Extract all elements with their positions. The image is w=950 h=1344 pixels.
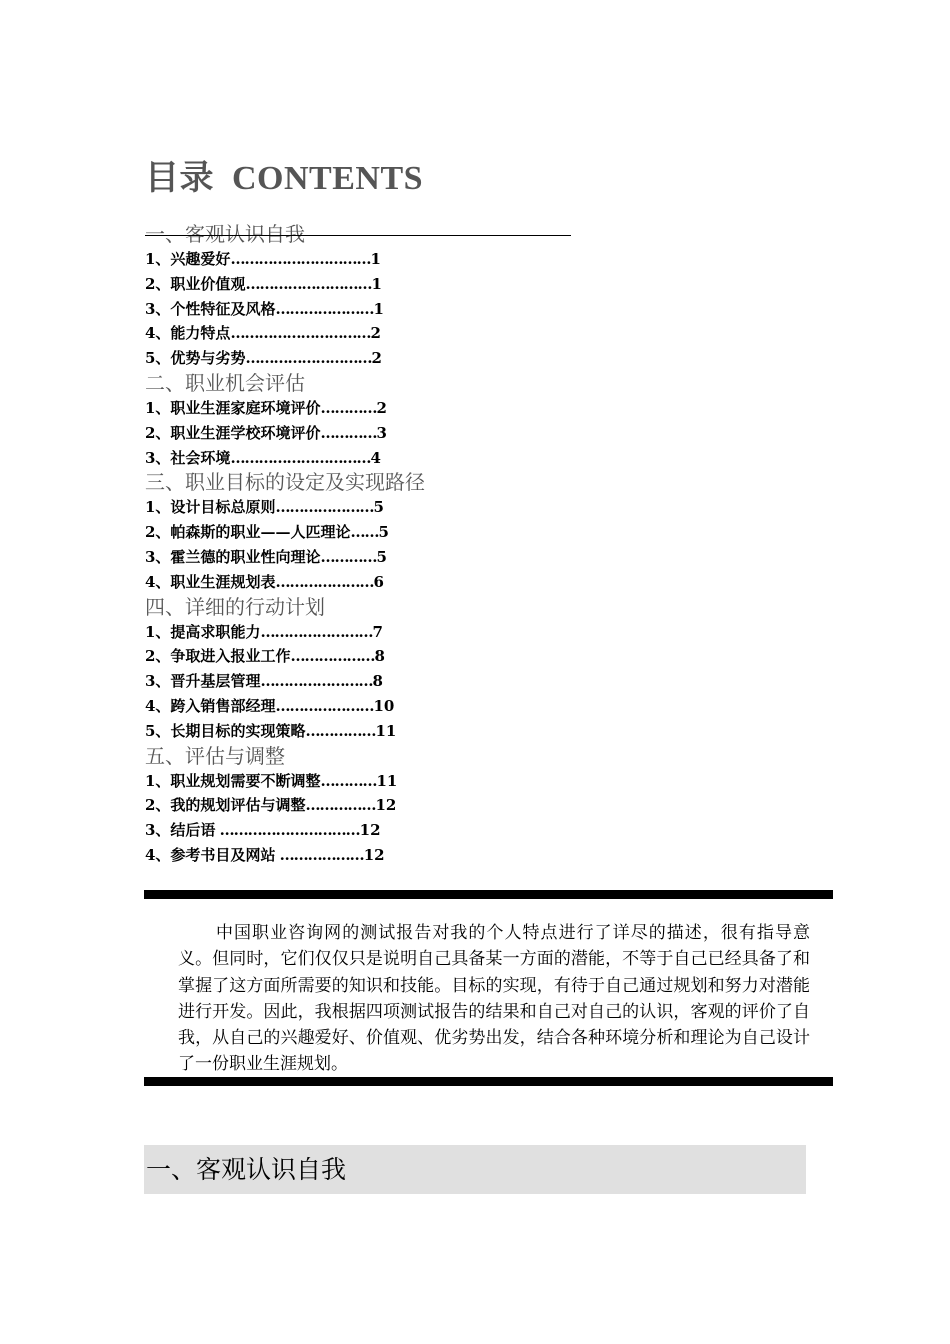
toc-entry-leader-dots: ………………………… [230, 448, 371, 467]
toc-entry-page-number: 3 [376, 423, 387, 442]
toc-section-heading[interactable]: 五、评估与调整 [145, 743, 285, 768]
toc-entry-page-number: 5 [373, 498, 384, 517]
toc-underline [145, 235, 571, 236]
toc-entry-label: 5、优势与劣势 [145, 349, 246, 368]
toc-entry-leader-dots: ……………………… [245, 274, 372, 293]
toc-entry-page-number: 10 [373, 696, 395, 715]
toc-section-heading[interactable]: 一、客观认识自我 [145, 222, 305, 246]
toc-entry-leader-dots: ………………………… [230, 250, 371, 268]
toc-entry-label: 3、霍兰德的职业性向理论 [145, 547, 321, 566]
toc-entry-page-number: 12 [363, 845, 385, 864]
toc-entry-page-number: 1 [373, 299, 384, 318]
toc-entry[interactable] [145, 769, 585, 794]
toc-entry-leader-dots: ………………… [275, 299, 374, 318]
toc-entry[interactable] [145, 446, 585, 471]
toc-entry-page-number: 7 [372, 622, 383, 641]
toc-entry-label: 1、设计目标总原则 [145, 498, 276, 517]
toc-entry-label: 2、争取进入报业工作 [145, 647, 291, 666]
toc-entry-page-number: 2 [370, 324, 381, 343]
toc-entry-label: 5、长期目标的实现策略 [145, 721, 306, 740]
toc-entry-leader-dots: ………………………… [215, 821, 360, 840]
toc-entry-label: 4、职业生涯规划表 [145, 572, 276, 591]
toc-entry-leader-dots: ………… [320, 771, 377, 790]
toc-entry-label: 1、兴趣爱好 [145, 250, 231, 268]
toc-entry[interactable] [145, 421, 585, 446]
toc-entry[interactable] [145, 495, 585, 520]
toc-section-heading[interactable]: 三、职业目标的设定及实现路径 [145, 470, 425, 495]
toc-section-heading[interactable]: 二、职业机会评估 [145, 370, 305, 395]
toc-entry-leader-dots: ………………………… [230, 324, 371, 343]
toc-entry[interactable] [145, 719, 585, 744]
toc-entry-label: 1、职业规划需要不断调整 [145, 771, 321, 790]
toc-entry-page-number: 5 [378, 523, 389, 542]
toc-entry[interactable] [145, 818, 585, 843]
toc-entry-page-number: 12 [375, 796, 397, 815]
toc-entry-page-number: 5 [376, 547, 387, 566]
section-heading-text: 一、客观认识自我 [146, 1155, 347, 1184]
toc-entry[interactable] [145, 396, 585, 421]
toc-entry-label: 3、晋升基层管理 [145, 672, 261, 691]
toc-entry-leader-dots: …………… [305, 796, 376, 815]
toc-entry[interactable] [145, 272, 585, 297]
toc-entry[interactable] [145, 669, 585, 694]
toc-entry[interactable] [145, 520, 585, 545]
toc-entry-page-number: 2 [371, 349, 382, 368]
table-of-contents [145, 222, 585, 868]
toc-entry-label: 1、职业生涯家庭环境评价 [145, 398, 321, 417]
toc-entry[interactable] [145, 570, 585, 595]
toc-entry-leader-dots: ………… [320, 398, 377, 417]
toc-entry-page-number: 8 [372, 672, 383, 691]
toc-entry-label: 2、职业价值观 [145, 274, 246, 293]
toc-entry-page-number: 1 [370, 250, 381, 268]
toc-entry-leader-dots: ……………… [275, 845, 364, 864]
toc-entry-leader-dots: …… [350, 523, 379, 542]
toc-entry-label: 4、能力特点 [145, 324, 231, 343]
toc-entry-label: 1、提高求职能力 [145, 622, 261, 641]
toc-section-heading[interactable]: 四、详细的行动计划 [145, 594, 325, 619]
toc-entry-leader-dots: …………………… [260, 622, 373, 641]
toc-entry[interactable] [145, 247, 585, 272]
toc-entry-label: 3、结后语 [145, 821, 216, 840]
toc-title-en: CONTENTS [232, 160, 424, 197]
toc-entry-page-number: 11 [375, 721, 397, 740]
toc-entry-page-number: 1 [371, 274, 382, 293]
toc-entry[interactable] [145, 694, 585, 719]
toc-entry[interactable] [145, 620, 585, 645]
toc-entry-page-number: 12 [359, 821, 381, 840]
toc-entry[interactable] [145, 644, 585, 669]
toc-entry-leader-dots: ……………… [290, 647, 375, 666]
toc-entry[interactable] [145, 545, 585, 570]
toc-entry-label: 3、社会环境 [145, 448, 231, 467]
toc-entry-label: 3、个性特征及风格 [145, 299, 276, 318]
toc-entry[interactable] [145, 321, 585, 346]
toc-entry-leader-dots: ………………… [275, 498, 374, 517]
toc-entry-label: 4、参考书目及网站 [145, 845, 276, 864]
toc-entry-leader-dots: ……………………… [245, 349, 372, 368]
toc-entry-page-number: 8 [374, 647, 385, 666]
toc-entry-label: 2、职业生涯学校环境评价 [145, 423, 321, 442]
toc-entry-leader-dots: ………… [320, 547, 377, 566]
toc-title-cn: 目录 [145, 158, 214, 198]
toc-entry[interactable] [145, 297, 585, 322]
toc-entry[interactable] [145, 346, 585, 371]
intro-top-rule [144, 890, 833, 899]
toc-entry-leader-dots: ………… [320, 423, 377, 442]
intro-bottom-rule [144, 1077, 833, 1086]
toc-entry-label: 2、我的规划评估与调整 [145, 796, 306, 815]
toc-entry-page-number: 2 [376, 398, 387, 417]
toc-entry-leader-dots: …………… [305, 721, 376, 740]
toc-entry-page-number: 6 [373, 572, 384, 591]
toc-title [145, 150, 423, 199]
toc-entry-leader-dots: ………………… [275, 572, 374, 591]
toc-entry-leader-dots: ………………… [275, 696, 374, 715]
toc-entry[interactable] [145, 793, 585, 818]
intro-paragraph: 中国职业咨询网的测试报告对我的个人特点进行了详尽的描述，很有指导意义。但同时，它们仅仅只是说明自己具备某一方面的潜能，不等于自己已经具备了和掌握了这方面所需要的知识和技能。目标的实现，有待于自己通过规划和努力对潜能进行开发。因此，我根据四项测试报告的结果和自己对自己的认识，客观的评价了自我，从自己的兴趣爱好、价值观、优劣势出发，结合各种环境分析和理论为自己设计了一份职业生涯规划。 [178, 923, 810, 1075]
toc-entry-leader-dots: …………………… [260, 672, 373, 691]
toc-entry-label: 4、跨入销售部经理 [145, 696, 276, 715]
toc-entry-page-number: 11 [376, 771, 398, 790]
toc-entry-label: 2、帕森斯的职业——人匹理论 [145, 523, 351, 542]
toc-entry[interactable] [145, 843, 585, 868]
toc-entry-page-number: 4 [370, 448, 381, 467]
section-heading-banner [144, 1145, 806, 1194]
